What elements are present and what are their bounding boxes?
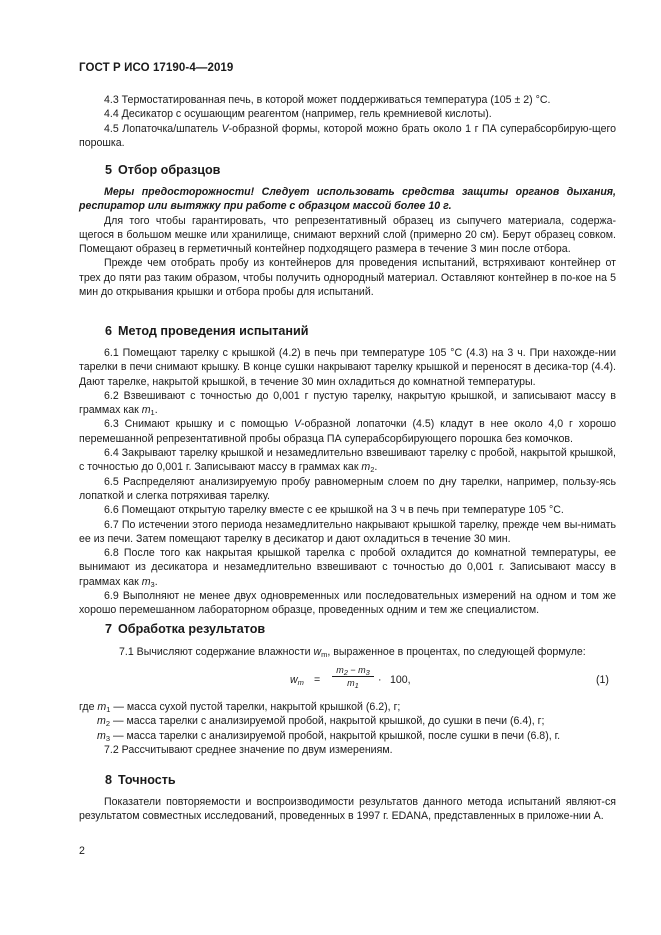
clause-6-1: 6.1 Помещают тарелку с крышкой (4.2) в печь при температуре 105 °С (4.3) на 3 ч. При нахожде-нии тарелки в печи снимают крышку. В конце сушки накрывают тарелку крышкой и переносят в десика-тор (4.4). Дают тарелке, накрытой крышкой, в течение 30 мин охладиться до комнатной температуры.: [79, 347, 616, 388]
formula-factor: 100,: [390, 674, 411, 686]
clause-6-3: 6.3 Снимают крышку и с помощью V-образной лопаточки (4.5) кладут в нее около 4,0 г хорошо перемешанной репрезентативной пробы образца ПА суперабсорбирующего порошка без комочков.: [79, 418, 616, 445]
formula-legend: [79, 700, 619, 757]
formula-fraction: [332, 665, 374, 688]
section5-heading: 5 Отбор образцов: [105, 163, 221, 177]
page-number: 2: [79, 845, 85, 857]
document-header: ГОСТ Р ИСО 17190-4—2019: [79, 62, 234, 74]
formula-multiply: ·: [378, 674, 382, 686]
clause-6-8: 6.8 После того как накрытая крышкой тарелка с пробой охладится до комнатной температуры, ее вынимают из десикатора и незамедлительно взвешивают с точностью до 0,001 г. Записывают массу в граммах как $m_3$.: [79, 547, 616, 589]
section7-heading: 7 Обработка результатов: [105, 622, 266, 636]
clause-4-3: 4.3 Термостатированная печь, в которой может поддерживаться температура (105 ± 2) °С.: [104, 94, 551, 106]
section8-paragraph: Показатели повторяемости и воспроизводимости результатов данного метода испытаний являют-ся результатом совместных исследований, проведенных в 1997 г. EDANA, представленных в приложе-нии А.: [79, 796, 616, 823]
clause-6-9: 6.9 Выполняют не менее двух одновременных или последовательных измерений на одном и том же хорошо перемешанном лабораторном образце, проведенных одним и тем же специалистом.: [79, 590, 616, 617]
section6-body: [79, 346, 616, 618]
formula-lhs: $w_m$: [290, 674, 304, 687]
legend-m3: $m_3$ — масса тарелки с анализируемой пробой, накрытой крышкой, после сушки в печи (6.8), г.: [97, 729, 561, 743]
moisture-formula: [290, 665, 620, 697]
clause-6-6: 6.6 Помещают открытую тарелку вместе с ее крышкой на 3 ч в печь при температуре 105 °С.: [104, 504, 564, 517]
clause-4-4: 4.4 Десикатор с осушающим реагентом (например, гель кремниевой кислоты).: [104, 108, 492, 121]
section5-paragraph-1: Для того чтобы гарантировать, что репрезентативный образец из сыпучего материала, содержа-щегося в большом мешке или хранилище, снимают верхний слой (примерно 20 см). Берут образец совком. Помещают образец в герметичный контейнер подходящего размера в течение 3 мин после отбора.: [79, 214, 616, 256]
formula-equals: =: [314, 674, 321, 686]
section6-heading: 6 Метод проведения испытаний: [105, 324, 309, 338]
section5-paragraph-2: Прежде чем отобрать пробу из контейнеров для проведения испытаний, встряхивают контейнер от трех до пяти раз таким образом, чтобы получить однородный материал. Оставляют контейнер в по-кое на 5 мин до открывания крышки и отбора пробы для испытаний.: [79, 257, 616, 299]
section4-tail: [79, 93, 616, 150]
clause-6-4: 6.4 Закрывают тарелку крышкой и незамедлительно взвешивают тарелку с пробой, накрытой крышкой, с точностью до 0,001 г. Записывают массу в граммах как $m_2$.: [79, 447, 616, 475]
legend-m1: где $m_1$ — масса сухой пустой тарелки, накрытой крышкой (6.2), г;: [79, 701, 401, 714]
formula-numerator: $m_2 - m_3$: [332, 665, 374, 677]
clause-6-5: 6.5 Распределяют анализируемую пробу равномерным слоем по дну тарелки, например, пользу-ясь лопаткой и слегка потряхивая тарелку.: [79, 475, 616, 502]
clause-4-5: 4.5 Лопаточка/шпатель V-образной формы, которой можно брать около 1 г ПА суперабсорбирую-щего порошка.: [79, 122, 616, 149]
clause-6-2: 6.2 Взвешивают с точностью до 0,001 г пустую тарелку, накрытую крышкой, и записывают массу в граммах как $m_1$.: [79, 389, 616, 418]
section8-body: [79, 795, 616, 824]
safety-warning: Меры предосторожности! Следует использовать средства защиты органов дыхания, респиратор или вытяжку при работе с образцом массой более 10 г.: [79, 186, 616, 213]
section5-body: [79, 185, 616, 299]
clause-7-2: 7.2 Рассчитывают среднее значение по двум измерениям.: [104, 743, 393, 756]
clause-7-1: 7.1 Вычисляют содержание влажности $w_m$, выраженное в процентах, по следующей формуле:: [119, 646, 586, 659]
section7-intro: [79, 645, 616, 659]
formula-denominator: $m_1$: [347, 678, 359, 690]
legend-m2: $m_2$ — масса тарелки с анализируемой пробой, накрытой крышкой, до сушки в печи (6.4), г;: [97, 715, 545, 729]
equation-number: (1): [596, 674, 609, 686]
section8-heading: 8 Точность: [105, 773, 176, 787]
clause-6-7: 6.7 По истечении этого периода незамедлительно накрывают крышкой тарелку, прежде чем вы-нимать ее из печи. Затем помещают тарелку в десикатор и дают охладиться в течение 30 мин.: [79, 518, 616, 545]
